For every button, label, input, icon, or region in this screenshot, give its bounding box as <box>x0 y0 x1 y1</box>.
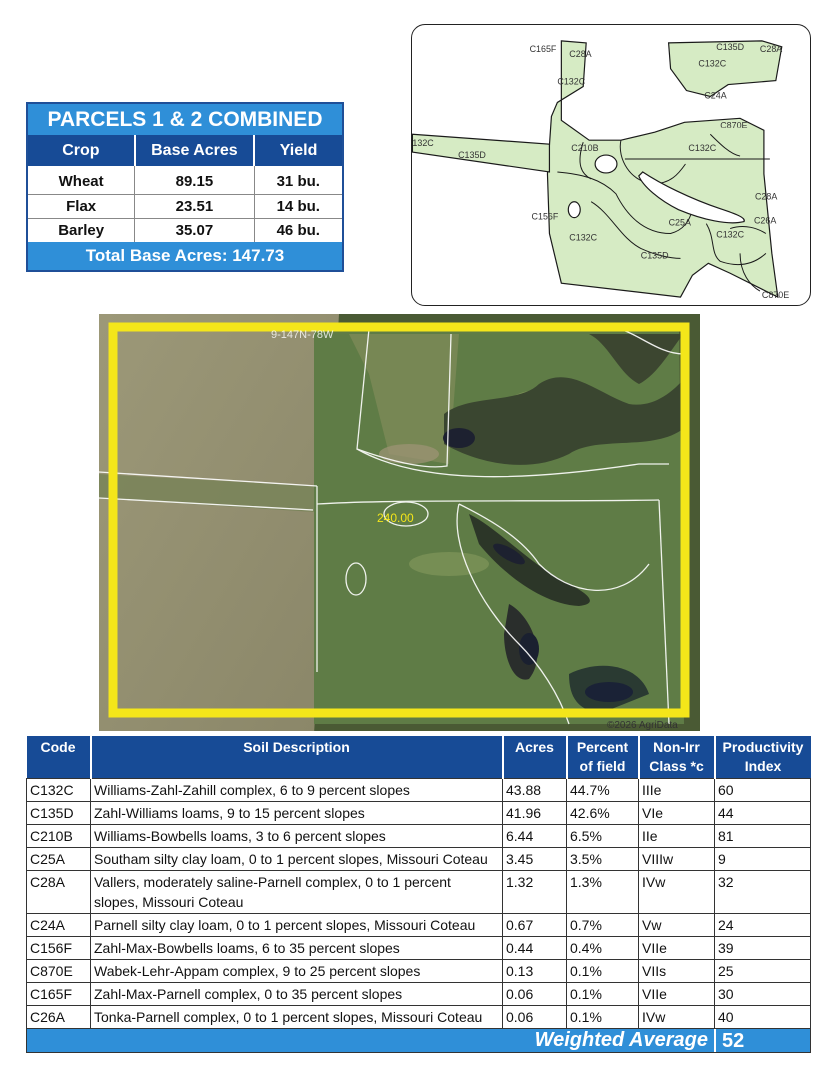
acres-cell: 41.96 <box>503 802 567 825</box>
soil-label: C26A <box>753 215 777 226</box>
class-cell: VIIe <box>639 983 715 1006</box>
soil-map <box>411 24 811 306</box>
col-yield: Yield <box>254 135 342 166</box>
yield-cell: 31 bu. <box>254 166 342 194</box>
soil-label: 132C <box>412 138 434 149</box>
soil-label: C28A <box>759 43 783 54</box>
soil-label: C870E <box>720 120 748 131</box>
table-row <box>27 825 811 848</box>
description-cell: Zahl-Williams loams, 9 to 15 percent slopes <box>91 802 503 825</box>
soil-label: C210B <box>571 143 599 154</box>
crop-cell: Barley <box>28 218 135 242</box>
soil-data-table <box>26 736 811 1029</box>
percent-cell: 42.6% <box>567 802 639 825</box>
soil-label: C135D <box>716 41 745 52</box>
description-cell: Williams-Zahl-Zahill complex, 6 to 9 percent slopes <box>91 779 503 802</box>
acres-cell: 43.88 <box>503 779 567 802</box>
weighted-average-bar <box>26 1029 811 1053</box>
total-base-acres: Total Base Acres: 147.73 <box>28 242 342 270</box>
class-cell: VIIe <box>639 937 715 960</box>
col-productivity-index: Productivity Index <box>715 736 811 779</box>
table-row <box>27 802 811 825</box>
parcels-table <box>28 135 342 242</box>
acres-cell: 0.06 <box>503 1006 567 1029</box>
road-label: 9-147N-78W <box>271 329 334 341</box>
field-acres-label: 240.00 <box>377 511 414 525</box>
code-cell: C28A <box>27 871 91 914</box>
index-cell: 60 <box>715 779 811 802</box>
col-acres: Acres <box>503 736 567 779</box>
code-cell: C210B <box>27 825 91 848</box>
soil-label: C870E <box>761 290 790 301</box>
class-cell: IIe <box>639 825 715 848</box>
class-cell: IVw <box>639 1006 715 1029</box>
index-cell: 44 <box>715 802 811 825</box>
description-cell: Zahl-Max-Bowbells loams, 6 to 35 percent slopes <box>91 937 503 960</box>
description-cell: Vallers, moderately saline-Parnell complex, 0 to 1 percent slopes, Missouri Coteau <box>91 871 503 914</box>
percent-cell: 0.1% <box>567 1006 639 1029</box>
acres-cell: 0.13 <box>503 960 567 983</box>
col-non-irr-class: Non-Irr Class *c <box>639 736 715 779</box>
copyright-label: ©2026 AgriData <box>607 720 678 731</box>
acres-cell: 23.51 <box>135 194 254 218</box>
description-cell: Williams-Bowbells loams, 3 to 6 percent slopes <box>91 825 503 848</box>
table-row <box>27 848 811 871</box>
col-crop: Crop <box>28 135 135 166</box>
code-cell: C24A <box>27 914 91 937</box>
class-cell: IVw <box>639 871 715 914</box>
col-percent-of-field: Percent of field <box>567 736 639 779</box>
acres-cell: 0.44 <box>503 937 567 960</box>
class-cell: IIIe <box>639 779 715 802</box>
class-cell: VIe <box>639 802 715 825</box>
soil-label: C24A <box>704 90 727 101</box>
parcels-title: PARCELS 1 & 2 COMBINED <box>28 104 342 135</box>
table-row <box>27 1006 811 1029</box>
table-row <box>28 166 342 194</box>
soil-label: C132C <box>688 143 717 154</box>
acres-cell: 6.44 <box>503 825 567 848</box>
table-row <box>27 914 811 937</box>
acres-cell: 0.06 <box>503 983 567 1006</box>
weighted-average-label: Weighted Average <box>534 1029 708 1051</box>
code-cell: C132C <box>27 779 91 802</box>
class-cell: VIIs <box>639 960 715 983</box>
table-row <box>27 779 811 802</box>
percent-cell: 6.5% <box>567 825 639 848</box>
table-row <box>28 194 342 218</box>
soil-label: C132C <box>716 229 745 240</box>
percent-cell: 1.3% <box>567 871 639 914</box>
yield-cell: 14 bu. <box>254 194 342 218</box>
percent-cell: 0.4% <box>567 937 639 960</box>
table-row <box>27 960 811 983</box>
description-cell: Wabek-Lehr-Appam complex, 9 to 25 percent slopes <box>91 960 503 983</box>
index-cell: 32 <box>715 871 811 914</box>
table-row <box>28 218 342 242</box>
acres-cell: 1.32 <box>503 871 567 914</box>
yield-cell: 46 bu. <box>276 221 320 239</box>
soil-table <box>26 736 811 1053</box>
soil-label: C25A <box>668 217 691 228</box>
parcels-summary <box>26 102 344 272</box>
soil-label: C132C <box>557 76 586 87</box>
index-cell: 30 <box>715 983 811 1006</box>
table-row <box>27 937 811 960</box>
code-cell: C156F <box>27 937 91 960</box>
index-cell: 25 <box>715 960 811 983</box>
soil-label: C135D <box>458 150 486 161</box>
percent-cell: 0.1% <box>567 983 639 1006</box>
table-row <box>27 871 811 914</box>
class-cell: VIIIw <box>639 848 715 871</box>
acres-cell: 3.45 <box>503 848 567 871</box>
soil-table-body <box>27 779 811 1029</box>
description-cell: Parnell silty clay loam, 0 to 1 percent slopes, Missouri Coteau <box>91 914 503 937</box>
soil-label: C28A <box>569 48 592 59</box>
index-cell: 81 <box>715 825 811 848</box>
acres-cell: 89.15 <box>135 166 254 194</box>
index-cell: 39 <box>715 937 811 960</box>
index-cell: 24 <box>715 914 811 937</box>
col-code: Code <box>27 736 91 779</box>
col-base-acres: Base Acres <box>135 135 254 166</box>
col-soil-description: Soil Description <box>91 736 503 779</box>
acres-cell: 0.67 <box>503 914 567 937</box>
soil-label: C132C <box>569 232 598 243</box>
soil-label: C135D <box>640 250 669 261</box>
code-cell: C135D <box>27 802 91 825</box>
code-cell: C26A <box>27 1006 91 1029</box>
soil-label: C28A <box>754 191 778 202</box>
soil-label: C132C <box>698 58 727 69</box>
description-cell: Zahl-Max-Parnell complex, 0 to 35 percent slopes <box>91 983 503 1006</box>
class-cell: Vw <box>639 914 715 937</box>
code-cell: C870E <box>27 960 91 983</box>
soil-label: C165F <box>529 43 557 54</box>
percent-cell: 3.5% <box>567 848 639 871</box>
soil-label: C156F <box>531 211 559 222</box>
weighted-average-value: 52 <box>714 1029 810 1052</box>
description-cell: Southam silty clay loam, 0 to 1 percent slopes, Missouri Coteau <box>91 848 503 871</box>
aerial-photo <box>99 314 700 731</box>
description-cell: Tonka-Parnell complex, 0 to 1 percent slopes, Missouri Coteau <box>91 1006 503 1029</box>
code-cell: C165F <box>27 983 91 1006</box>
index-cell: 9 <box>715 848 811 871</box>
soil-map-drawing <box>412 25 810 305</box>
acres-cell: 35.07 <box>135 218 254 242</box>
index-cell: 40 <box>715 1006 811 1029</box>
percent-cell: 0.1% <box>567 960 639 983</box>
percent-cell: 0.7% <box>567 914 639 937</box>
aerial-photo-drawing <box>99 314 700 731</box>
code-cell: C25A <box>27 848 91 871</box>
table-row <box>27 983 811 1006</box>
crop-cell: Wheat <box>28 166 135 194</box>
crop-cell: Flax <box>28 194 135 218</box>
percent-cell: 44.7% <box>567 779 639 802</box>
